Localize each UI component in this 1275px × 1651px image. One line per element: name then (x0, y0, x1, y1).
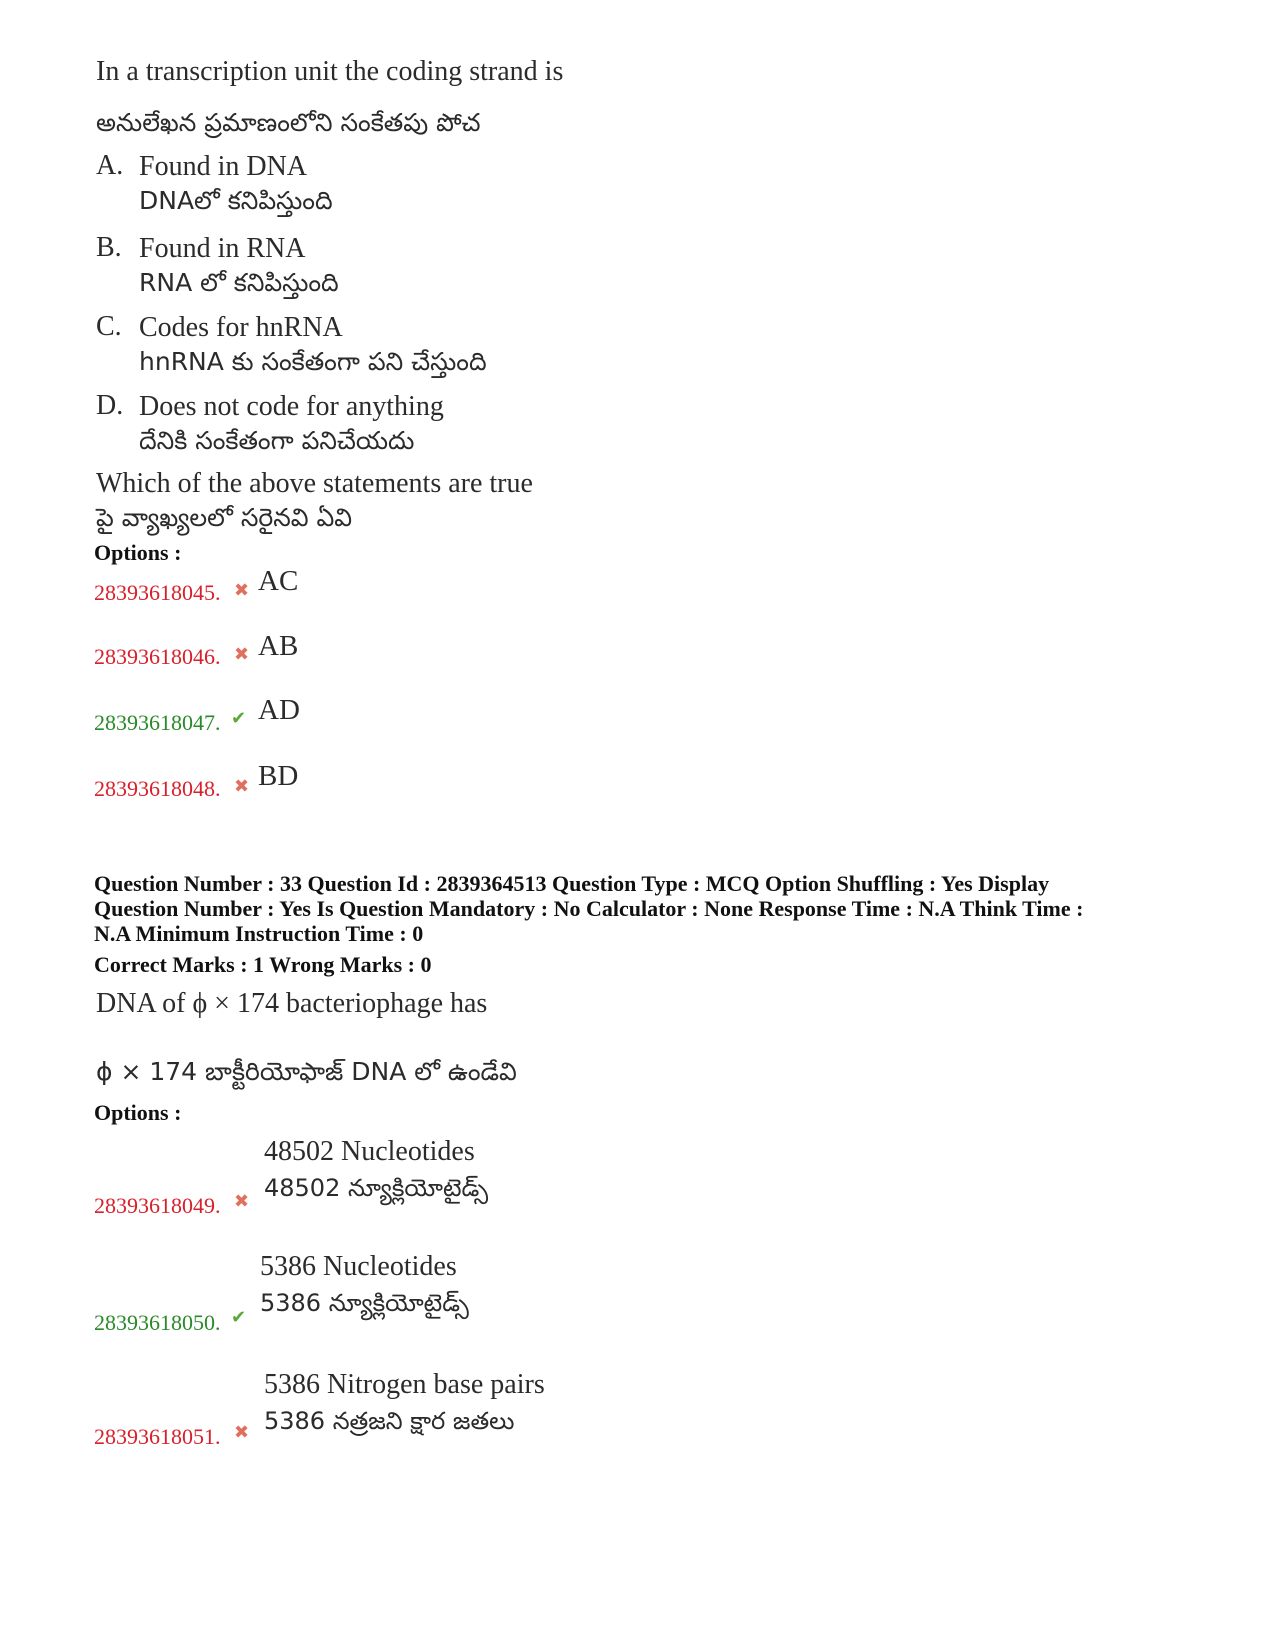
options-label: Options : (94, 540, 182, 565)
statement-letter: B. (96, 232, 122, 263)
option-value-en: 48502 Nucleotides (264, 1136, 475, 1167)
option-id: 28393618046. (94, 644, 221, 669)
option-value: AC (258, 565, 299, 597)
cross-icon: ✖ (234, 1191, 250, 1212)
question-title-te: అనులేఖన ప్రమాణంలోని సంకేతపు పోచ (96, 108, 481, 137)
cross-icon: ✖ (234, 776, 250, 797)
statement-letter: A. (96, 150, 124, 181)
check-icon: ✔ (231, 1307, 247, 1328)
option-value-en: 5386 Nucleotides (260, 1251, 457, 1282)
option-value-te: 5386 నత్రజని క్షార జతలు (264, 1407, 515, 1435)
question-meta-line: N.A Minimum Instruction Time : 0 (94, 921, 424, 946)
option-value-te: 5386 న్యూక్లియోటైడ్స్ (260, 1289, 469, 1317)
statement-letter: D. (96, 390, 124, 421)
statement-te: RNA లో కనిపిస్తుంది (139, 268, 339, 297)
statement-en: Found in DNA (139, 151, 308, 182)
statement-en: Found in RNA (139, 233, 306, 264)
statement-en: Does not code for anything (139, 391, 444, 422)
option-id: 28393618050. (94, 1310, 221, 1335)
question-meta-line: Question Number : Yes Is Question Mandatory : No Calculator : None Response Time : N.A Think Time : (94, 896, 1084, 921)
options-label: Options : (94, 1100, 182, 1125)
question-meta-line: Question Number : 33 Question Id : 2839364513 Question Type : MCQ Option Shuffling : Yes Display (94, 871, 1050, 896)
option-id: 28393618051. (94, 1424, 221, 1449)
option-value: BD (258, 760, 299, 792)
question-title-en: DNA of ϕ × 174 bacteriophage has (96, 988, 488, 1019)
statement-letter: C. (96, 311, 122, 342)
check-icon: ✔ (231, 708, 247, 729)
statement-te: దేనికి సంకేతంగా పనిచేయదు (139, 426, 415, 455)
option-value: AB (258, 630, 299, 662)
marks-line: Correct Marks : 1 Wrong Marks : 0 (94, 952, 432, 977)
option-id: 28393618048. (94, 776, 221, 801)
option-value: AD (258, 694, 300, 726)
option-id: 28393618049. (94, 1193, 221, 1218)
statement-te: DNAలో కనిపిస్తుంది (139, 186, 333, 215)
question-title-te: ϕ × 174 బాక్టీరియోఫాజ్ DNA లో ఉండేవి (96, 1057, 517, 1086)
cross-icon: ✖ (234, 644, 250, 665)
statement-en: Codes for hnRNA (139, 312, 343, 343)
cross-icon: ✖ (234, 580, 250, 601)
question-title-en: In a transcription unit the coding strand is (96, 56, 564, 87)
question-prompt-te: పై వ్యాఖ్యలలో సరైనవి ఏవి (96, 503, 353, 532)
option-value-te: 48502 న్యూక్లియోటైడ్స్ (264, 1174, 489, 1202)
option-id: 28393618045. (94, 580, 221, 605)
question-prompt-en: Which of the above statements are true (96, 468, 533, 499)
cross-icon: ✖ (234, 1422, 250, 1443)
option-value-en: 5386 Nitrogen base pairs (264, 1369, 545, 1400)
option-id: 28393618047. (94, 710, 221, 735)
statement-te: hnRNA కు సంకేతంగా పని చేస్తుంది (139, 347, 487, 376)
